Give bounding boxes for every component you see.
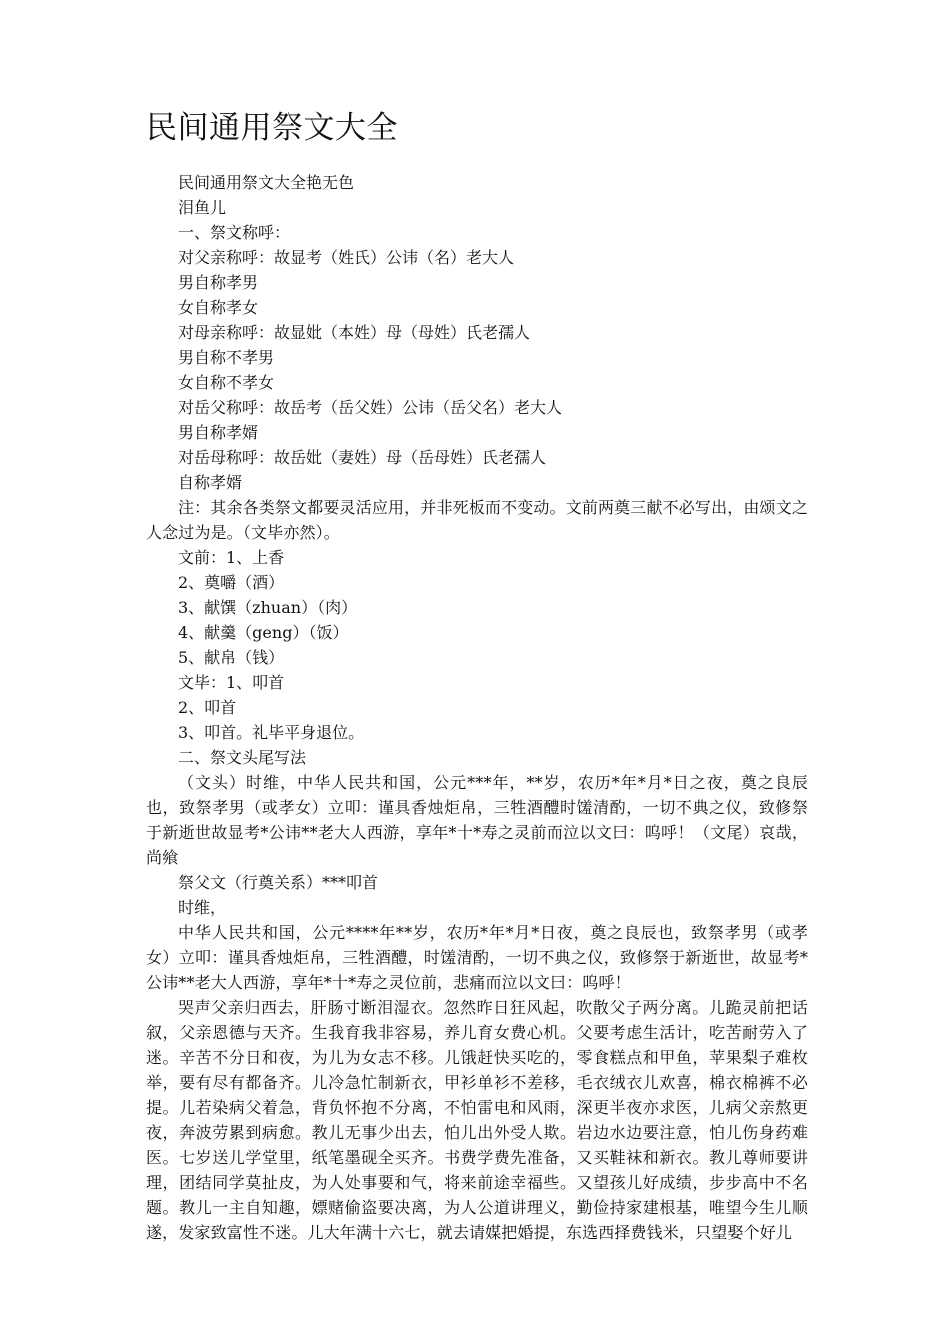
text-line: 对岳父称呼：故岳考（岳父姓）公讳（岳父名）老大人	[178, 398, 563, 417]
text-line: 对母亲称呼：故显妣（本姓）母（母姓）氏老孺人	[178, 323, 531, 342]
step-line: 文毕：1、叩首	[178, 673, 285, 692]
step-line: 文前：1、上香	[178, 548, 285, 567]
step-line: 4、献羹（geng）（饭）	[178, 623, 349, 642]
body-paragraph: 哭声父亲归西去，肝肠寸断泪湿衣。忽然昨日狂风起，吹散父子两分离。儿跪灵前把话叙，父亲恩德与天齐。生我育我非容易，养儿育女费心机。父要考虑生活计，吃苦耐劳入了迷。辛苦不分日和夜，为儿为女志不移。儿饿赶快买吃的，零食糕点和甲鱼，苹果梨子难枚举，要有尽有都备齐。儿冷急忙制新衣，甲衫单衫不差移，毛衣绒衣儿欢喜，棉衣棉裤不必提。儿若染病父着急，背负怀抱不分离，不怕雷电和风雨，深更半夜亦求医，儿病父亲熬更夜，奔波劳累到病愈。教儿无事少出去，怕儿出外受人欺。岩边水边要注意，怕儿伤身药难医。七岁送儿学堂里，纸笔墨砚全买齐。书费学费先准备，又买鞋袜和新衣。教儿尊师要讲理，团结同学莫扯皮，为人处事要和气，将来前途幸福些。又望孩儿好成绩，步步高中不名题。教儿一主自知趣，嫖赌偷盗要决离，为人公道讲理义，勤俭持家建根基，唯望今生儿顺遂，发家致富性不迷。儿大年满十六七，就去请媒把婚提，东选西择费钱米，只望娶个好儿	[146, 998, 808, 1242]
note-paragraph: 注：其余各类祭文都要灵活应用，并非死板而不变动。文前两奠三献不必写出，由颂文之人念过为是。（文毕亦然）。	[146, 498, 808, 542]
section-heading: 二、祭文头尾写法	[178, 748, 307, 767]
step-line: 3、献馔（zhuan）（肉）	[178, 598, 358, 617]
text-line: 男自称不孝男	[178, 348, 275, 367]
step-line: 2、叩首	[178, 698, 237, 717]
step-line: 2、奠嚼（酒）	[178, 573, 285, 592]
body-paragraph: 中华人民共和国，公元****年**岁，农历*年*月*日夜，奠之良辰也，致祭孝男（或孝女）立叩：谨具香烛炬帛，三牲酒醴，时馐清酌，一切不典之仪，致修祭于新逝世，故显考*公讳**老大人西游，享年*十*寿之灵位前，悲痛而泣以文曰：呜呼！	[146, 923, 808, 992]
text-line: 对父亲称呼：故显考（姓氏）公讳（名）老大人	[178, 248, 515, 267]
text-line: 对岳母称呼：故岳妣（妻姓）母（岳母姓）氏老孺人	[178, 448, 547, 467]
text-line: 时维，	[178, 898, 227, 917]
section-heading: 一、祭文称呼：	[178, 223, 291, 242]
text-line: 泪鱼儿	[178, 198, 227, 217]
step-line: 5、献帛（钱）	[178, 648, 285, 667]
page-title: 民间通用祭文大全	[146, 110, 398, 146]
text-line: 女自称不孝女	[178, 373, 275, 392]
step-line: 3、叩首。礼毕平身退位。	[178, 723, 365, 742]
text-line: 民间通用祭文大全艳无色	[178, 173, 355, 192]
text-line: 男自称孝婿	[178, 423, 259, 442]
text-line: 自称孝婿	[178, 473, 243, 492]
text-line: 祭父文（行奠关系）***叩首	[178, 873, 379, 892]
document-page	[146, 100, 808, 1245]
body-paragraph: （文头）时维，中华人民共和国，公元***年，**岁，农历*年*月*日之夜，奠之良辰也，致祭孝男（或孝女）立叩：谨具香烛炬帛，三牲酒醴时馐清酌，一切不典之仪，致修祭于新逝世故显考*公讳**老大人西游，享年*十*寿之灵前而泣以文曰：呜呼！（文尾）哀哉，尚飨	[146, 773, 808, 867]
text-line: 女自称孝女	[178, 298, 259, 317]
text-line: 男自称孝男	[178, 273, 259, 292]
